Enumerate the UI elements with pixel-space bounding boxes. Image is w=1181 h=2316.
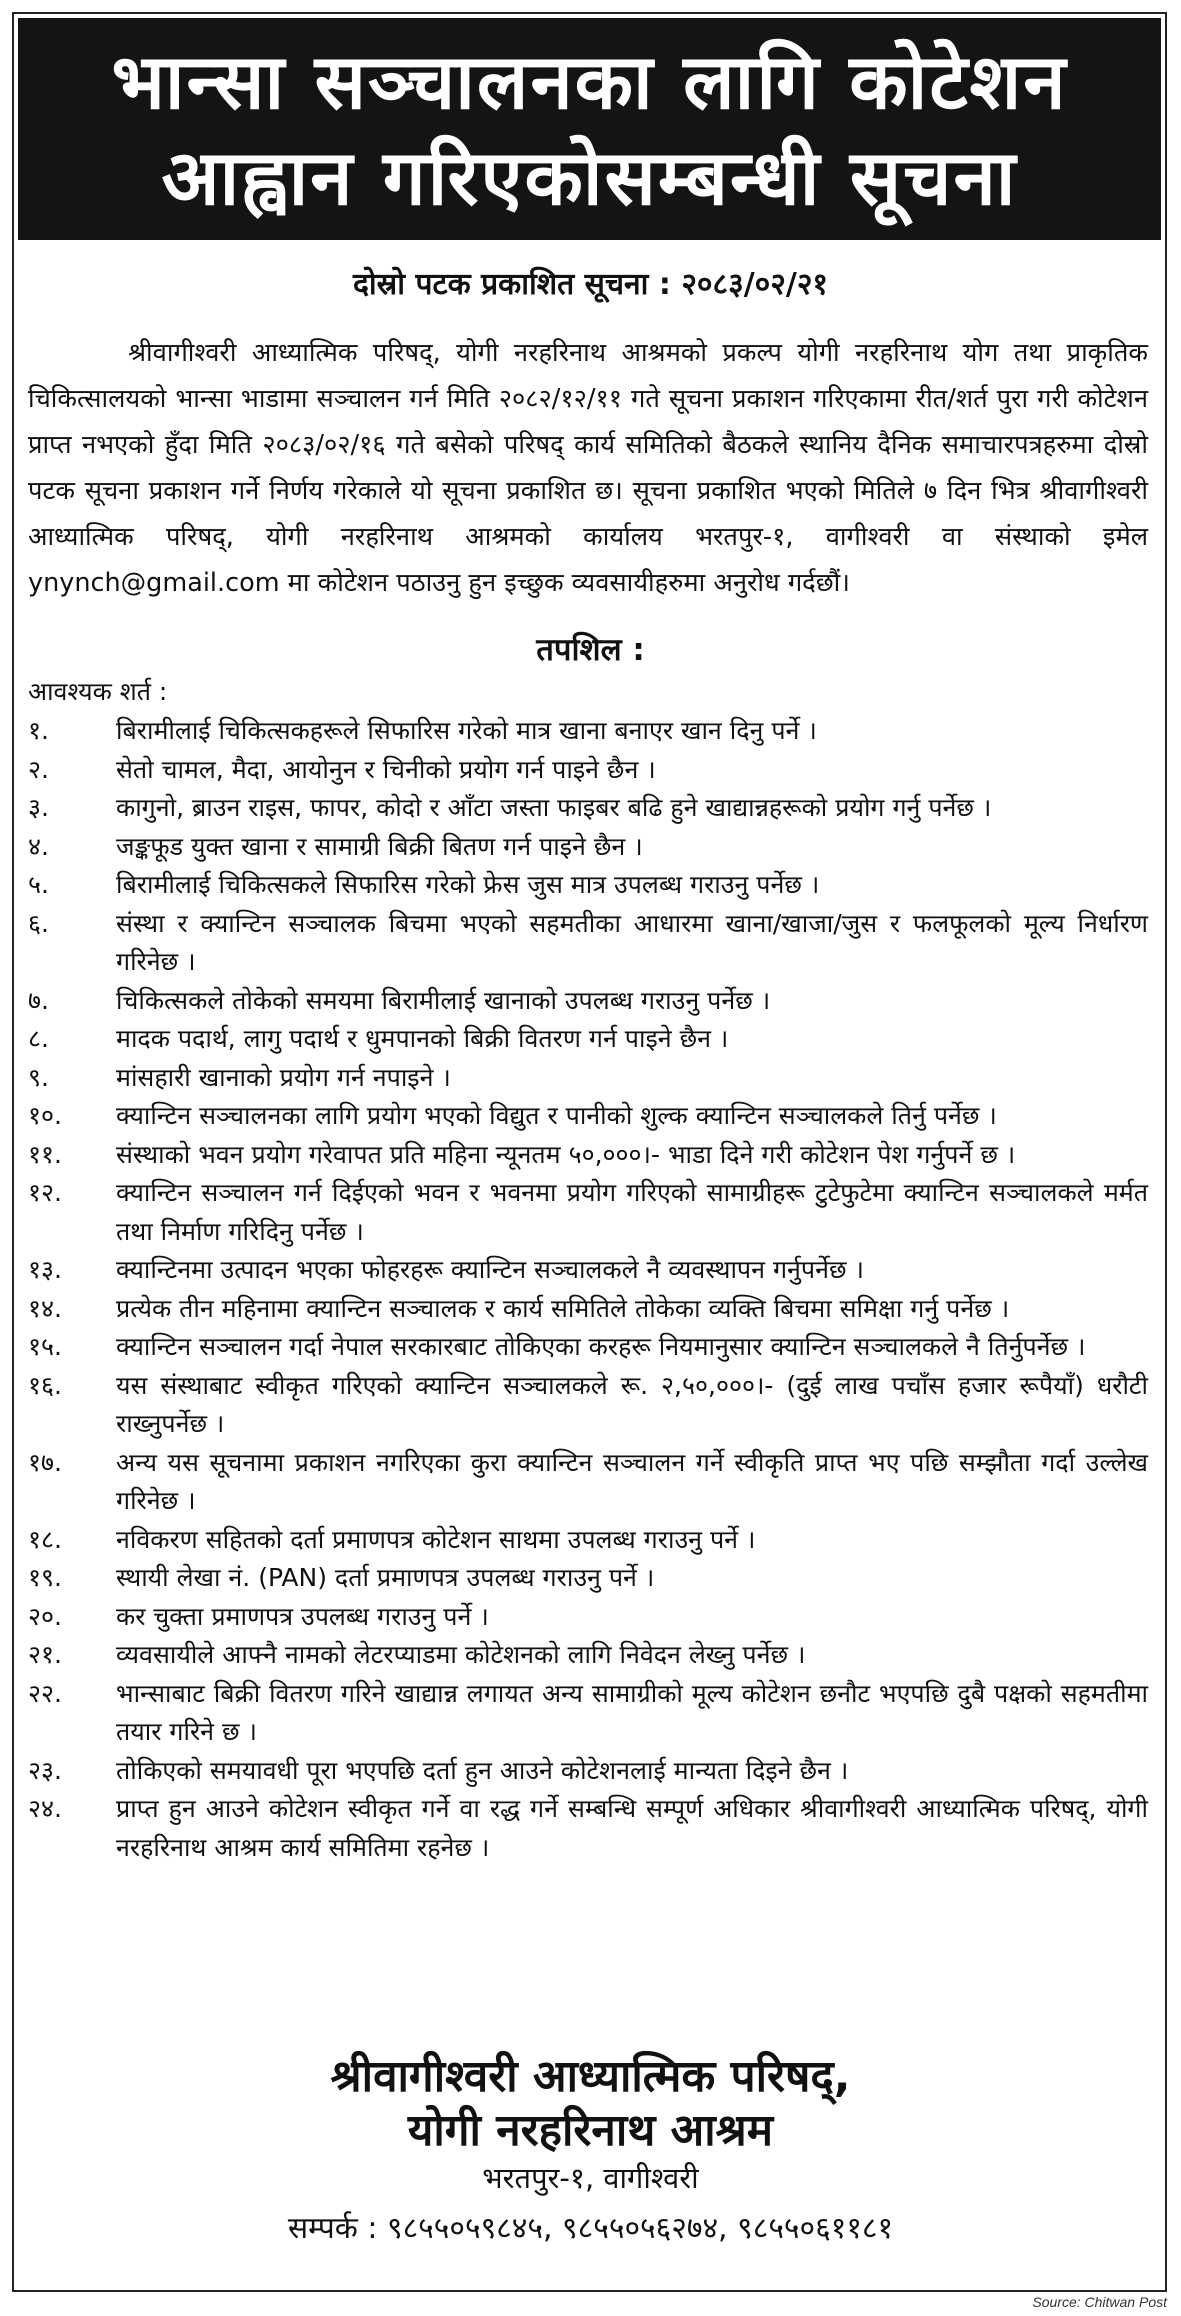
condition-number: ८. bbox=[28, 1024, 49, 1053]
title-line-2: आह्वान गरिएकोसम्बन्धी सूचना bbox=[161, 133, 1018, 222]
condition-item bbox=[28, 1559, 1148, 1598]
condition-text: चिकित्सकले तोकेको समयमा बिरामीलाई खानाको उपलब्ध गराउनु पर्नेछ । bbox=[116, 985, 771, 1015]
title-banner bbox=[18, 18, 1161, 240]
condition-item bbox=[28, 1020, 1148, 1059]
condition-text: सेतो चामल, मैदा, आयोनुन र चिनीको प्रयोग गर्न पाइने छैन । bbox=[116, 754, 656, 784]
condition-text: संस्थाको भवन प्रयोग गरेवापत प्रति महिना न्यूनतम ५०,०००।- भाडा दिने गरी कोटेशन पेश गर्नुपर्ने छ । bbox=[116, 1139, 1016, 1169]
publication-line: दोस्रो पटक प्रकाशित सूचना : २०८३/०२/२१ bbox=[352, 267, 829, 302]
condition-text: प्राप्त हुन आउने कोटेशन स्वीकृत गर्ने वा रद्ध गर्ने सम्बन्धि सम्पूर्ण अधिकार श्रीवागीश्वरी आध्यात्मिक परिषद्, योगी नरहरिनाथ आश्रम कार्य समितिमा रहनेछ । bbox=[116, 1794, 1148, 1862]
condition-item bbox=[28, 1598, 1148, 1637]
condition-text: बिरामीलाई चिकित्सकले सिफारिस गरेको फ्रेस जुस मात्र उपलब्ध गराउनु पर्नेछ । bbox=[116, 870, 820, 899]
condition-item bbox=[28, 1097, 1148, 1136]
signature-org-line-1: श्रीवागीश्वरी आध्यात्मिक परिषद्, bbox=[330, 2051, 851, 2102]
condition-number: १३. bbox=[28, 1255, 62, 1284]
condition-number: ५. bbox=[28, 870, 49, 899]
condition-text: स्थायी लेखा नं. (PAN) दर्ता प्रमाणपत्र उपलब्ध गराउनु पर्ने । bbox=[116, 1563, 655, 1592]
condition-text: क्यान्टिनमा उत्पादन भएका फोहरहरू क्यान्टिन सञ्चालकले नै व्यवस्थापन गर्नुपर्नेछ । bbox=[116, 1255, 864, 1284]
condition-number: १२. bbox=[28, 1178, 62, 1207]
condition-number: ७. bbox=[28, 985, 49, 1015]
condition-text: भान्साबाट बिक्री वितरण गरिने खाद्यान्न लगायत अन्य सामाग्रीको मूल्य कोटेशन छनौट भएपछि दुबै पक्षको सहमतीमा तयार गरिने छ । bbox=[116, 1678, 1148, 1746]
condition-item bbox=[28, 982, 1148, 1021]
condition-text: क्यान्टिन सञ्चालन गर्दा नेपाल सरकारबाट तोकिएका करहरू नियमानुसार क्यान्टिन सञ्चालकले नै तिर्नुपर्नेछ । bbox=[116, 1332, 1086, 1361]
conditions-list bbox=[28, 712, 1148, 1867]
condition-text: मादक पदार्थ, लागु पदार्थ र धुमपानको बिक्री वितरण गर्न पाइने छैन । bbox=[116, 1024, 729, 1053]
condition-number: १४. bbox=[28, 1293, 62, 1323]
condition-number: १८. bbox=[28, 1524, 62, 1554]
condition-item bbox=[28, 1521, 1148, 1560]
condition-number: ३. bbox=[28, 793, 49, 822]
condition-item bbox=[28, 1136, 1148, 1175]
condition-item bbox=[28, 1251, 1148, 1290]
condition-text: तोकिएको समयावधी पूरा भएपछि दर्ता हुन आउने कोटेशनलाई मान्यता दिइने छैन । bbox=[116, 1755, 849, 1785]
condition-number: ११. bbox=[28, 1139, 62, 1169]
condition-number: १. bbox=[28, 716, 49, 745]
condition-text: व्यवसायीले आफ्नै नामको लेटरप्याडमा कोटेशनको लागि निवेदन लेख्नु पर्नेछ । bbox=[116, 1640, 806, 1669]
condition-text: जङ्कफूड युक्त खाना र सामाग्री बिक्री बितण गर्न पाइने छैन । bbox=[116, 831, 643, 861]
conditions-heading: आवश्यक शर्त : bbox=[28, 677, 168, 706]
condition-text: क्यान्टिन सञ्चालन गर्न दिईएको भवन र भवनमा प्रयोग गरिएको सामाग्रीहरू टुटेफुटेमा क्यान्टिन सञ्चालकले मर्मत तथा निर्माण गरिदिनु पर्नेछ । bbox=[116, 1178, 1148, 1246]
condition-text: कर चुक्ता प्रमाणपत्र उपलब्ध गराउनु पर्ने । bbox=[116, 1601, 489, 1631]
condition-text: बिरामीलाई चिकित्सकहरूले सिफारिस गरेको मात्र खाना बनाएर खान दिनु पर्ने । bbox=[116, 716, 817, 745]
condition-text: नविकरण सहितको दर्ता प्रमाणपत्र कोटेशन साथमा उपलब्ध गराउनु पर्ने । bbox=[116, 1524, 756, 1554]
condition-item bbox=[28, 1328, 1148, 1367]
condition-text: क्यान्टिन सञ्चालनका लागि प्रयोग भएको विद्युत र पानीको शुल्क क्यान्टिन सञ्चालकले तिर्नु पर्नेछ । bbox=[116, 1101, 997, 1130]
condition-number: २०. bbox=[28, 1601, 62, 1631]
contact-numbers: सम्पर्क : ९८५५०५९८४५, ९८५५०५६२७४, ९८५५०६११८१ bbox=[287, 2211, 894, 2246]
condition-item bbox=[28, 1675, 1148, 1752]
signature-org-line-2: योगी नरहरिनाथ आश्रम bbox=[407, 2105, 774, 2156]
condition-item bbox=[28, 712, 1148, 751]
condition-number: ९. bbox=[28, 1062, 49, 1092]
condition-item bbox=[28, 866, 1148, 905]
condition-item bbox=[28, 1290, 1148, 1329]
condition-number: २४. bbox=[28, 1794, 62, 1823]
condition-text: अन्य यस सूचनामा प्रकाशन नगरिएका कुरा क्यान्टिन सञ्चालन गर्ने स्वीकृति प्राप्त भए पछि सम्झौता गर्दा उल्लेख गरिनेछ । bbox=[116, 1447, 1148, 1515]
intro-paragraph: श्रीवागीश्वरी आध्यात्मिक परिषद्, योगी नरहरिनाथ आश्रमको प्रकल्प योगी नरहरिनाथ योग तथा प्राकृतिक चिकित्सालयको भान्सा भाडामा सञ्चालन गर्न मिति २०८२/१२/११ गते सूचना प्रकाशन गरिएकामा रीत/शर्त पुरा गरी कोटेशन प्राप्त नभएको हुँदा मिति २०८३/०२/१६ गते बसेको परिषद् कार्य समितिको बैठकले स्थानिय दैनिक समाचारपत्रहरुमा दोस्रो पटक सूचना प्रकाशन गर्ने निर्णय गरेकाले यो सूचना प्रकाशित छ। सूचना प्रकाशित भएको मितिले ७ दिन भित्र श्रीवागीश्वरी आध्यात्मिक परिषद्, योगी नरहरिनाथ आश्रमको कार्यालय भरतपुर-१, वागीश्वरी वा संस्थाको इमेल ynynch@gmail.com मा कोटेशन पठाउनु हुन इच्छुक व्यवसायीहरुमा अनुरोध गर्दछौं। bbox=[28, 338, 1148, 598]
condition-number: १६. bbox=[28, 1370, 62, 1400]
condition-item bbox=[28, 1367, 1148, 1444]
condition-number: १०. bbox=[28, 1101, 62, 1130]
condition-item bbox=[28, 1636, 1148, 1675]
condition-item bbox=[28, 789, 1148, 828]
condition-number: २३. bbox=[28, 1755, 62, 1785]
condition-item bbox=[28, 1174, 1148, 1251]
signature-address: भरतपुर-१, वागीश्वरी bbox=[482, 2161, 699, 2195]
condition-text: यस संस्थाबाट स्वीकृत गरिएको क्यान्टिन सञ्चालकले रू. २,५०,०००।- (दुई लाख पचाँस हजार रूपैयाँ) धरौटी राख्नुपर्नेछ । bbox=[116, 1370, 1148, 1438]
condition-number: १९. bbox=[28, 1563, 62, 1592]
condition-number: २१. bbox=[28, 1640, 62, 1669]
condition-text: संस्था र क्यान्टिन सञ्चालक बिचमा भएको सहमतीका आधारमा खाना/खाजा/जुस र फलफूलको मूल्य निर्धारण गरिनेछ । bbox=[116, 908, 1148, 976]
condition-number: ४. bbox=[28, 831, 49, 861]
condition-item bbox=[28, 828, 1148, 867]
condition-number: ६. bbox=[28, 908, 49, 938]
condition-item bbox=[28, 1752, 1148, 1791]
condition-text: कागुनो, ब्राउन राइस, फापर, कोदो र आँटा जस्ता फाइबर बढि हुने खाद्यान्नहरूको प्रयोग गर्नु पर्नेछ । bbox=[116, 793, 992, 822]
condition-number: २. bbox=[28, 754, 49, 784]
details-heading: तपशिल : bbox=[536, 632, 645, 668]
condition-item bbox=[28, 751, 1148, 790]
title-line-1: भान्सा सञ्चालनका लागि कोटेशन bbox=[111, 37, 1068, 126]
condition-item bbox=[28, 1059, 1148, 1098]
condition-text: मांसहारी खानाको प्रयोग गर्न नपाइने । bbox=[116, 1062, 451, 1092]
condition-item bbox=[28, 1790, 1148, 1867]
condition-number: १७. bbox=[28, 1447, 62, 1477]
condition-text: प्रत्येक तीन महिनामा क्यान्टिन सञ्चालक र कार्य समितिले तोकेका व्यक्ति बिचमा समिक्षा गर्नु पर्नेछ । bbox=[116, 1293, 1010, 1323]
condition-item bbox=[28, 905, 1148, 982]
condition-number: २२. bbox=[28, 1678, 62, 1708]
source-credit: Source: Chitwan Post bbox=[1032, 2294, 1167, 2310]
condition-item bbox=[28, 1444, 1148, 1521]
condition-number: १५. bbox=[28, 1332, 62, 1361]
